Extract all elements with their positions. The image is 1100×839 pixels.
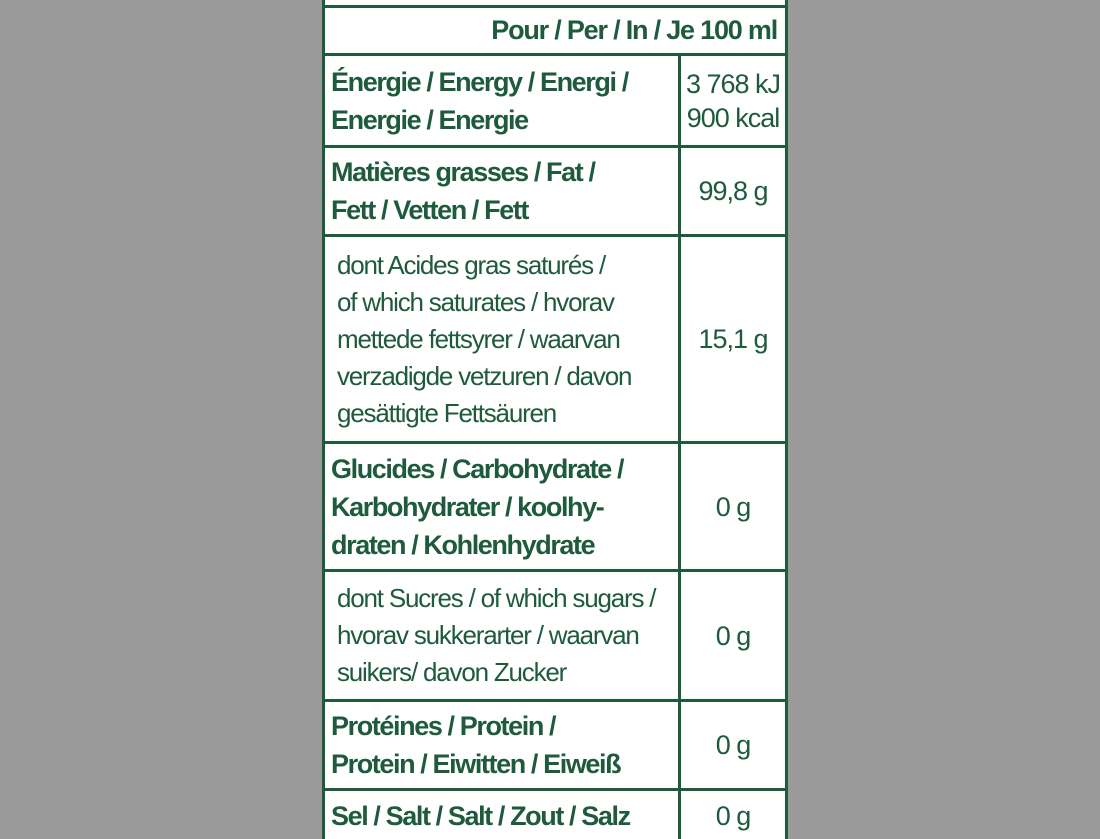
row-carbohydrate [325,444,785,572]
fat-label: Matières grasses / Fat / Fett / Vetten / Fett [325,148,681,234]
row-energy [325,56,785,148]
row-salt [325,791,785,839]
protein-value: 0 g [715,730,751,760]
salt-value: 0 g [715,801,751,831]
energy-value: 3 768 kJ 900 kcal [685,68,781,133]
carbohydrate-label: Glucides / Carbohydrate / Karbohydrater / koolhy- draten / Kohlenhydrate [325,444,681,569]
carbohydrate-value: 0 g [715,491,751,522]
protein-label: Protéines / Protein / Protein / Eiwitten / Eiweiß [325,702,681,788]
per-100ml-label: Pour / Per / In / Je 100 ml [491,15,777,45]
nutrition-table [322,0,788,839]
saturates-label: dont Acides gras saturés / of which saturates / hvorav mettede fettsyrer / waarvan verzadigde vetzuren / davon gesättigte Fettsäuren [325,237,681,441]
row-saturates [325,237,785,444]
row-fat [325,148,785,237]
row-sugars [325,572,785,702]
fat-value: 99,8 g [698,176,768,206]
row-protein [325,702,785,791]
sugars-label: dont Sucres / of which sugars / hvorav sukkerarter / waarvan suikers/ davon Zucker [325,572,681,699]
sugars-value: 0 g [715,620,751,651]
saturates-value: 15,1 g [698,324,768,354]
top-border-strip [325,0,785,8]
salt-label: Sel / Salt / Salt / Zout / Salz [325,791,681,839]
table-header [325,8,785,56]
energy-label: Énergie / Energy / Energi / Energie / Energie [325,56,681,145]
